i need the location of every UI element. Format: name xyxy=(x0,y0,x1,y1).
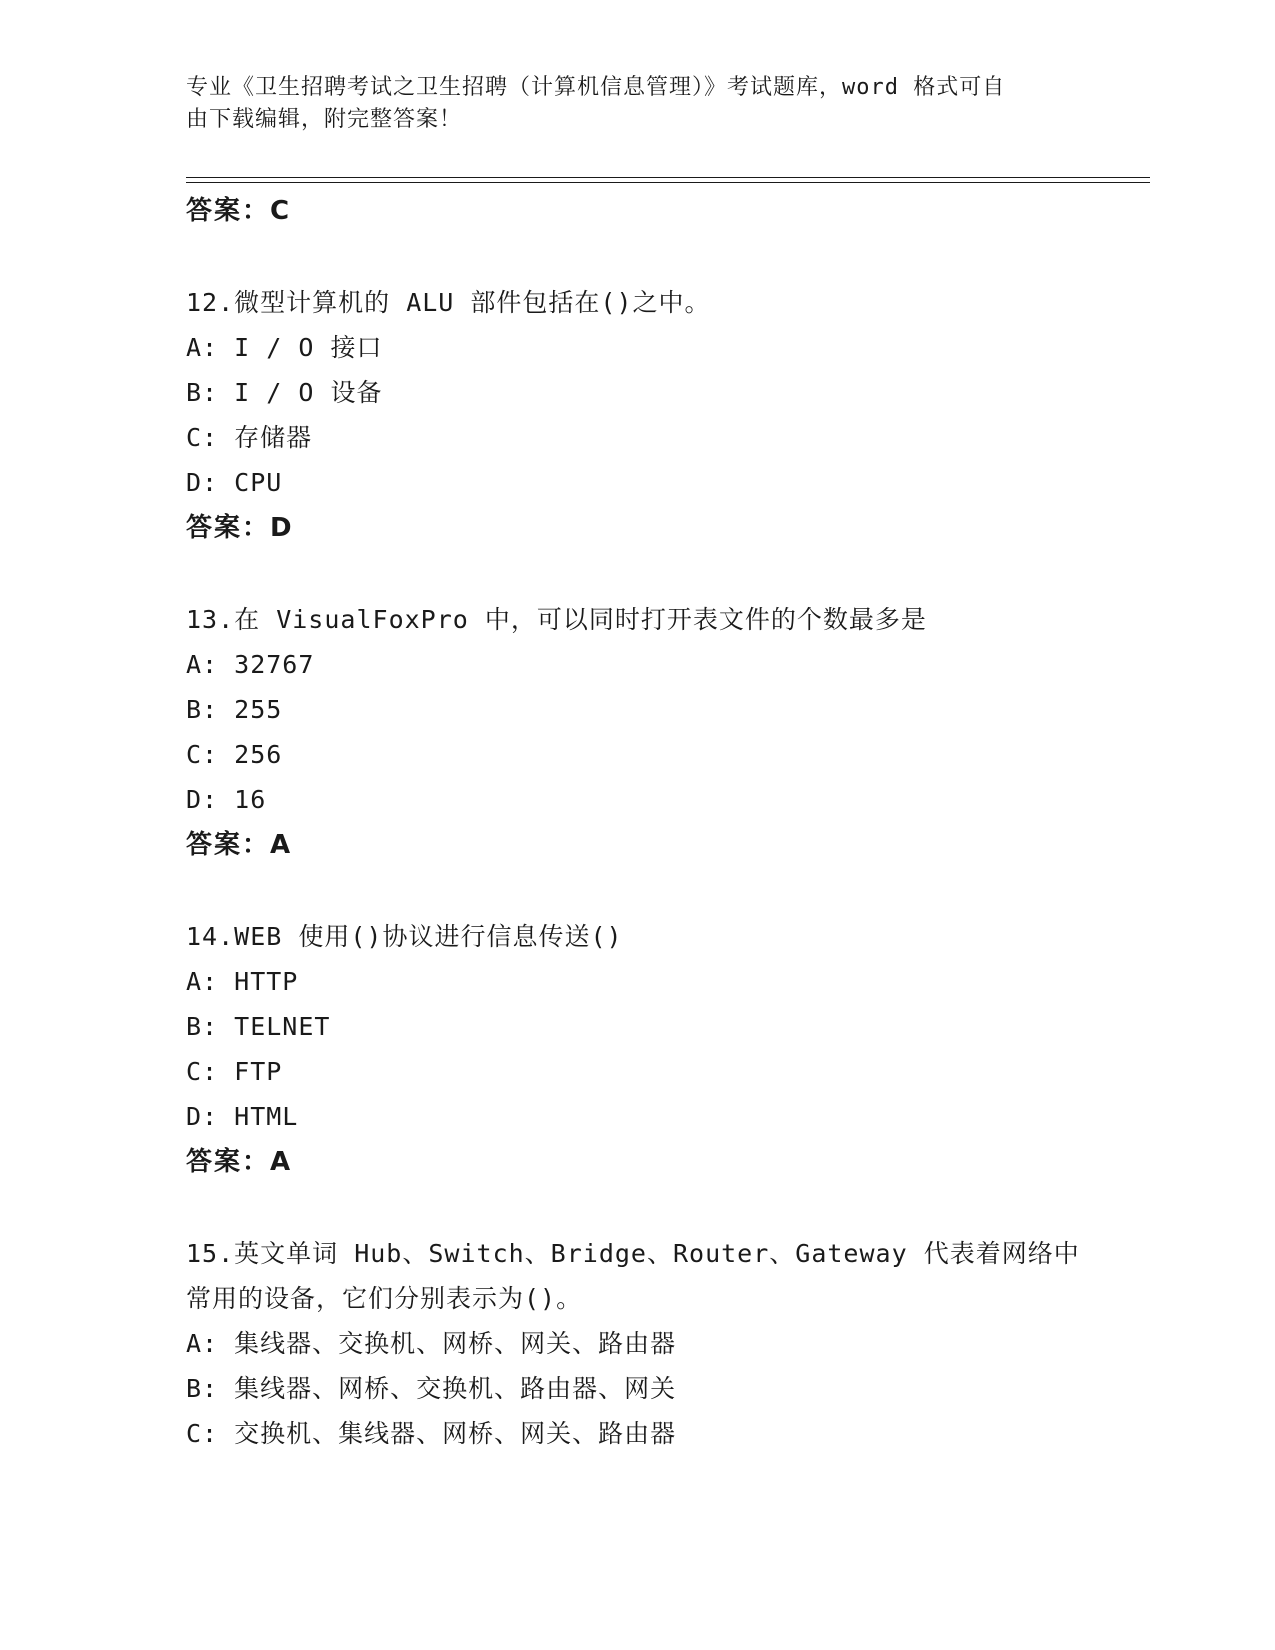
option-d: D: CPU xyxy=(186,468,283,497)
header-divider-top xyxy=(186,177,1150,178)
option-c: C: 256 xyxy=(186,740,283,769)
question-list xyxy=(186,188,1150,1456)
option-d: D: 16 xyxy=(186,785,267,814)
answer-line: 答案：A xyxy=(186,830,293,860)
header-line-2: 由下载编辑，附完整答案！ xyxy=(186,107,463,132)
spacer xyxy=(186,868,1150,914)
spacer xyxy=(186,551,1150,597)
option-a: A: HTTP xyxy=(186,967,299,996)
question-stem-line-2: 常用的设备，它们分别表示为()。 xyxy=(186,1284,583,1313)
option-d: D: HTML xyxy=(186,1102,299,1131)
option-b: B: I / O 设备 xyxy=(186,378,383,407)
question-stem-line-1: 15.英文单词 Hub、Switch、Bridge、Router、Gateway 代表着网络中 xyxy=(186,1239,1080,1268)
answer-line: 答案：D xyxy=(186,513,294,543)
answer-line: 答案：C xyxy=(186,196,292,226)
header-divider-bottom xyxy=(186,182,1150,183)
answer-line: 答案：A xyxy=(186,1147,293,1177)
question-stem: 13.在 VisualFoxPro 中，可以同时打开表文件的个数最多是 xyxy=(186,605,927,634)
option-c: C: 交换机、集线器、网桥、网关、路由器 xyxy=(186,1419,677,1448)
option-a: A: 32767 xyxy=(186,650,315,679)
question-stem: 12.微型计算机的 ALU 部件包括在()之中。 xyxy=(186,288,711,317)
option-b: B: 255 xyxy=(186,695,283,724)
question-block xyxy=(186,1231,1150,1456)
option-c: C: FTP xyxy=(186,1057,283,1086)
header-line-1: 专业《卫生招聘考试之卫生招聘（计算机信息管理）》考试题库，word 格式可自 xyxy=(186,75,1006,100)
option-a: A: 集线器、交换机、网桥、网关、路由器 xyxy=(186,1329,677,1358)
spacer xyxy=(186,234,1150,280)
option-b: B: 集线器、网桥、交换机、路由器、网关 xyxy=(186,1374,677,1403)
question-block xyxy=(186,914,1150,1185)
option-a: A: I / O 接口 xyxy=(186,333,383,362)
option-c: C: 存储器 xyxy=(186,423,313,452)
document-header xyxy=(186,72,1066,136)
question-stem: 14.WEB 使用()协议进行信息传送() xyxy=(186,922,623,951)
spacer xyxy=(186,1185,1150,1231)
option-b: B: TELNET xyxy=(186,1012,331,1041)
question-block xyxy=(186,597,1150,868)
question-block xyxy=(186,280,1150,551)
